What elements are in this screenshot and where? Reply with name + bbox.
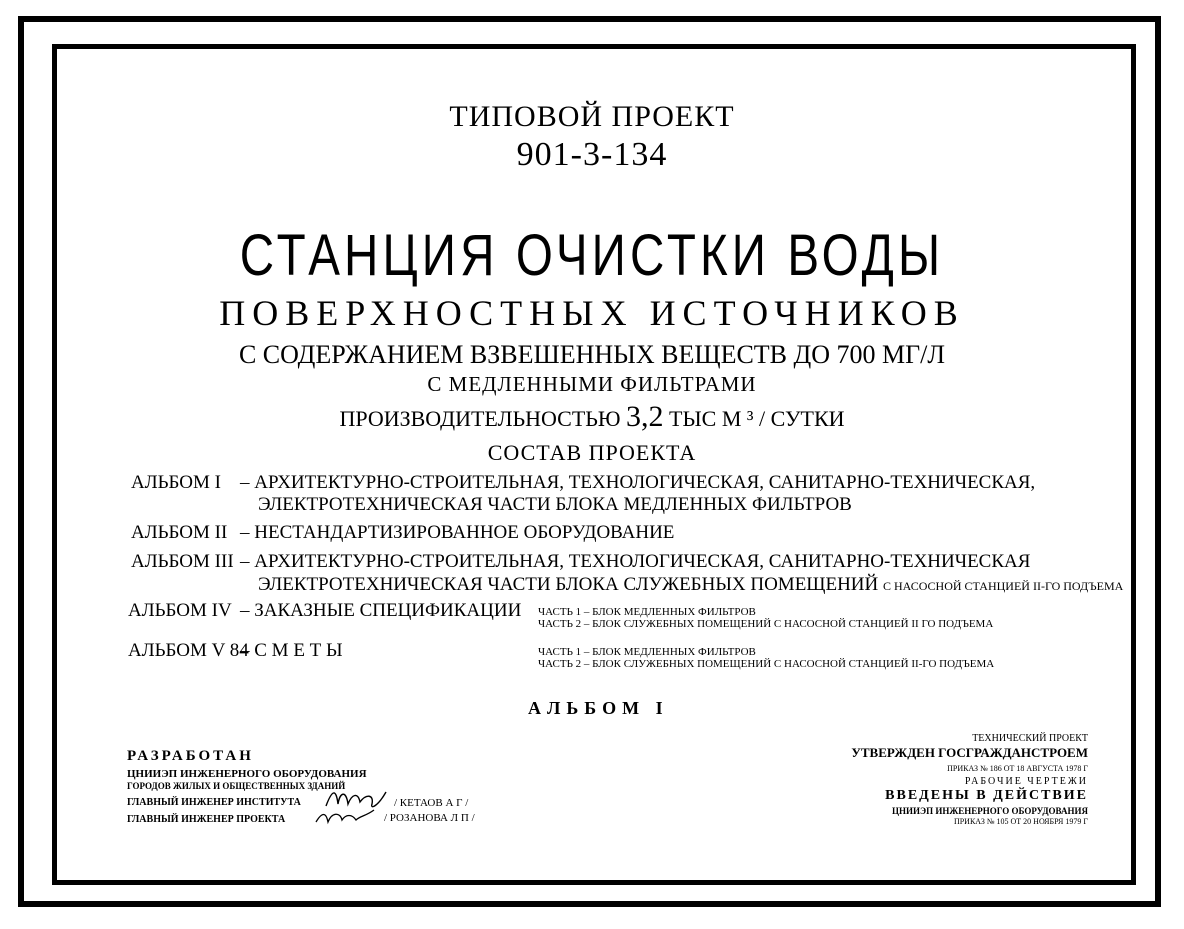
composition-heading: СОСТАВ ПРОЕКТА bbox=[487, 440, 697, 465]
developer-org-2: ГОРОДОВ ЖИЛЫХ И ОБЩЕСТВЕННЫХ ЗДАНИЙ bbox=[127, 781, 346, 791]
approval-line-5: ВВЕДЕНЫ В ДЕЙСТВИЕ bbox=[885, 788, 1088, 803]
subtitle-content: С СОДЕРЖАНИЕМ ВЗВЕШЕННЫХ ВЕЩЕСТВ ДО 700 МГ/Л bbox=[238, 340, 946, 369]
approval-line-6: ЦНИИЭП ИНЖЕНЕРНОГО ОБОРУДОВАНИЯ bbox=[891, 806, 1088, 816]
album-3-text-2-main: ЭЛЕКТРОТЕХНИЧЕСКАЯ ЧАСТИ БЛОКА СЛУЖЕБНЫХ ПОМЕЩЕНИЙ bbox=[258, 574, 879, 595]
album-3-text: – АРХИТЕКТУРНО-СТРОИТЕЛЬНАЯ, ТЕХНОЛОГИЧЕСКАЯ, САНИТАРНО-ТЕХНИЧЕСКАЯ bbox=[240, 551, 1031, 572]
album-1-text-2: ЭЛЕКТРОТЕХНИЧЕСКАЯ ЧАСТИ БЛОКА МЕДЛЕННЫХ ФИЛЬТРОВ bbox=[258, 494, 852, 515]
album-3-text-2-small: С НАСОСНОЙ СТАНЦИЕЙ II-ГО ПОДЪЕМА bbox=[883, 579, 1124, 593]
album-2-text: – НЕСТАНДАРТИЗИРОВАННОЕ ОБОРУДОВАНИЕ bbox=[240, 522, 675, 543]
album-3-label: АЛЬБОМ III bbox=[131, 551, 234, 572]
album-4-part-2: ЧАСТЬ 2 – БЛОК СЛУЖЕБНЫХ ПОМЕЩЕНИЙ С НАСОСНОЙ СТАНЦИЕЙ II ГО ПОДЪЕМА bbox=[538, 618, 994, 630]
main-title: СТАНЦИЯ ОЧИСТКИ ВОДЫ bbox=[239, 223, 945, 288]
album-4-part-1: ЧАСТЬ 1 – БЛОК МЕДЛЕННЫХ ФИЛЬТРОВ bbox=[538, 606, 756, 618]
capacity-line bbox=[0, 400, 1184, 434]
album-5-part-1: ЧАСТЬ 1 – БЛОК МЕДЛЕННЫХ ФИЛЬТРОВ bbox=[538, 646, 756, 658]
project-type: ТИПОВОЙ ПРОЕКТ bbox=[449, 100, 735, 133]
developer-role-2: ГЛАВНЫЙ ИНЖЕНЕР ПРОЕКТА bbox=[127, 814, 286, 825]
approval-line-7: ПРИКАЗ № 105 ОТ 20 НОЯБРЯ 1979 Г bbox=[953, 817, 1088, 826]
album-caption: АЛЬБОМ I bbox=[528, 698, 669, 718]
project-number: 901-3-134 bbox=[516, 136, 668, 173]
capacity-value: 3,2 bbox=[626, 400, 664, 433]
approval-line-2: УТВЕРЖДЕН ГОСГРАЖДАНСТРОЕМ bbox=[851, 745, 1088, 760]
album-4-label: АЛЬБОМ IV bbox=[128, 600, 232, 621]
album-1-label: АЛЬБОМ I bbox=[131, 472, 221, 493]
album-5-label: АЛЬБОМ V 84 bbox=[128, 640, 249, 661]
developer-heading: РАЗРАБОТАН bbox=[127, 748, 254, 764]
signature-2 bbox=[312, 806, 378, 828]
subtitle-sources: ПОВЕРХНОСТНЫХ ИСТОЧНИКОВ bbox=[219, 293, 965, 333]
album-1-text: – АРХИТЕКТУРНО-СТРОИТЕЛЬНАЯ, ТЕХНОЛОГИЧЕСКАЯ, САНИТАРНО-ТЕХНИЧЕСКАЯ, bbox=[240, 472, 1036, 493]
approval-line-4: РАБОЧИЕ ЧЕРТЕЖИ bbox=[964, 776, 1088, 787]
subtitle-filters: С МЕДЛЕННЫМИ ФИЛЬТРАМИ bbox=[427, 372, 757, 396]
approval-line-1: ТЕХНИЧЕСКИЙ ПРОЕКТ bbox=[972, 733, 1088, 744]
album-5-text: – С М Е Т Ы bbox=[240, 640, 343, 661]
approval-line-3: ПРИКАЗ № 186 ОТ 18 АВГУСТА 1978 Г bbox=[947, 764, 1088, 773]
capacity-unit: ТЫС М ³ / СУТКИ bbox=[669, 406, 845, 431]
developer-role-1: ГЛАВНЫЙ ИНЖЕНЕР ИНСТИТУТА bbox=[127, 797, 301, 808]
developer-org-1: ЦНИИЭП ИНЖЕНЕРНОГО ОБОРУДОВАНИЯ bbox=[127, 768, 367, 780]
album-4-text: – ЗАКАЗНЫЕ СПЕЦИФИКАЦИИ bbox=[240, 600, 522, 621]
album-3-text-2 bbox=[258, 574, 1123, 596]
developer-name-2: / РОЗАНОВА Л П / bbox=[384, 812, 475, 824]
developer-name-1: / КЕТАОВ А Г / bbox=[394, 797, 469, 809]
capacity-prefix: ПРОИЗВОДИТЕЛЬНОСТЬЮ bbox=[339, 406, 621, 431]
album-5-part-2: ЧАСТЬ 2 – БЛОК СЛУЖЕБНЫХ ПОМЕЩЕНИЙ С НАСОСНОЙ СТАНЦИЕЙ II-ГО ПОДЪЕМА bbox=[538, 658, 995, 670]
album-2-label: АЛЬБОМ II bbox=[131, 522, 228, 543]
